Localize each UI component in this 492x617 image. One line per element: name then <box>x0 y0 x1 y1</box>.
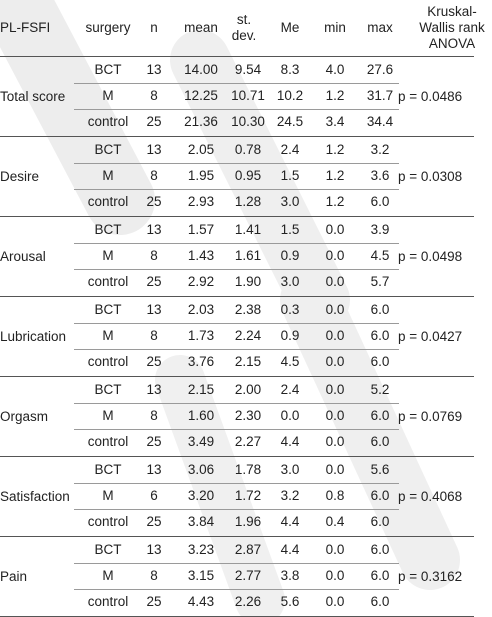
table-row <box>0 269 474 295</box>
cell-me: 3.2 <box>280 488 300 503</box>
cell-st-dev: 2.26 <box>234 594 262 609</box>
group-p-value: p = 0.0769 <box>398 408 463 424</box>
table-row <box>0 457 474 483</box>
cell-n: 13 <box>146 62 162 77</box>
cell-me: 8.3 <box>280 62 300 77</box>
cell-st-dev: 1.72 <box>234 488 262 503</box>
cell-max: 3.2 <box>370 142 390 157</box>
table-row <box>0 537 474 563</box>
cell-n: 13 <box>146 302 162 317</box>
cell-me: 1.5 <box>280 222 300 237</box>
cell-max: 6.0 <box>370 488 390 503</box>
cell-surgery: M <box>102 488 114 503</box>
table-row <box>0 243 474 269</box>
cell-st-dev: 1.78 <box>234 462 262 477</box>
cell-me: 4.4 <box>280 434 300 449</box>
cell-st-dev: 1.90 <box>234 274 262 289</box>
cell-me: 0.9 <box>280 328 300 343</box>
cell-mean: 1.57 <box>187 222 215 237</box>
cell-max: 5.7 <box>370 274 390 289</box>
cell-me: 3.0 <box>280 194 300 209</box>
cell-n: 25 <box>146 114 162 129</box>
cell-mean: 2.05 <box>187 142 215 157</box>
cell-st-dev: 1.96 <box>234 514 262 529</box>
cell-n: 8 <box>150 248 158 263</box>
cell-min: 0.0 <box>325 462 345 477</box>
cell-me: 2.4 <box>280 142 300 157</box>
cell-me: 0.3 <box>280 302 300 317</box>
table-group <box>0 217 474 297</box>
group-p-value: p = 0.0308 <box>398 168 463 184</box>
table-group <box>0 377 474 457</box>
cell-me: 3.0 <box>280 462 300 477</box>
table-row <box>0 137 474 163</box>
cell-max: 3.6 <box>370 168 390 183</box>
cell-me: 3.8 <box>280 568 300 583</box>
cell-me: 1.5 <box>280 168 300 183</box>
cell-st-dev: 0.78 <box>234 142 262 157</box>
group-label: Lubrication <box>0 328 67 344</box>
cell-max: 6.0 <box>370 434 390 449</box>
cell-surgery: BCT <box>94 62 122 77</box>
cell-max: 6.0 <box>370 354 390 369</box>
cell-n: 13 <box>146 142 162 157</box>
cell-st-dev: 1.28 <box>234 194 262 209</box>
cell-surgery: M <box>102 168 114 183</box>
cell-mean: 1.43 <box>187 248 215 263</box>
table-row <box>0 429 474 455</box>
cell-mean: 2.15 <box>187 382 215 397</box>
cell-n: 25 <box>146 594 162 609</box>
table-row <box>0 589 474 615</box>
cell-n: 8 <box>150 168 158 183</box>
cell-max: 3.9 <box>370 222 390 237</box>
cell-max: 6.0 <box>370 302 390 317</box>
table-row <box>0 377 474 403</box>
group-label: Desire <box>0 168 40 184</box>
cell-surgery: control <box>87 274 129 289</box>
cell-min: 0.0 <box>325 302 345 317</box>
cell-max: 6.0 <box>370 514 390 529</box>
table-row <box>0 403 474 429</box>
cell-surgery: BCT <box>94 462 122 477</box>
cell-st-dev: 1.61 <box>234 248 262 263</box>
cell-n: 13 <box>146 222 162 237</box>
cell-surgery: M <box>102 88 114 103</box>
header-me: Me <box>280 20 300 35</box>
cell-st-dev: 10.30 <box>231 114 265 129</box>
cell-max: 31.7 <box>366 88 394 103</box>
cell-mean: 2.03 <box>187 302 215 317</box>
cell-surgery: control <box>87 434 129 449</box>
header-pl-fsfi: PL-FSFI <box>0 20 51 35</box>
cell-max: 6.0 <box>370 542 390 557</box>
cell-min: 0.0 <box>325 354 345 369</box>
group-label: Arousal <box>0 248 46 264</box>
cell-st-dev: 2.77 <box>234 568 262 583</box>
header-min: min <box>324 20 346 35</box>
cell-st-dev: 2.30 <box>234 408 262 423</box>
cell-max: 4.5 <box>370 248 390 263</box>
cell-max: 6.0 <box>370 194 390 209</box>
cell-me: 5.6 <box>280 594 300 609</box>
cell-st-dev: 0.95 <box>234 168 262 183</box>
cell-surgery: BCT <box>94 222 122 237</box>
cell-n: 25 <box>146 194 162 209</box>
cell-mean: 4.43 <box>187 594 215 609</box>
cell-n: 8 <box>150 88 158 103</box>
table-row <box>0 483 474 509</box>
cell-surgery: M <box>102 408 114 423</box>
cell-n: 13 <box>146 542 162 557</box>
cell-mean: 3.23 <box>187 542 215 557</box>
cell-surgery: control <box>87 194 129 209</box>
cell-mean: 21.36 <box>184 114 218 129</box>
header-mean: mean <box>184 20 218 35</box>
cell-me: 10.2 <box>276 88 304 103</box>
cell-max: 6.0 <box>370 594 390 609</box>
header-kruskal-wallis: Kruskal-Wallis rank ANOVA <box>419 4 485 51</box>
group-p-value: p = 0.3162 <box>398 568 463 584</box>
cell-me: 4.4 <box>280 514 300 529</box>
cell-mean: 3.76 <box>187 354 215 369</box>
cell-mean: 12.25 <box>184 88 218 103</box>
cell-surgery: BCT <box>94 382 122 397</box>
table-group <box>0 137 474 217</box>
cell-st-dev: 2.15 <box>234 354 262 369</box>
cell-n: 13 <box>146 382 162 397</box>
cell-max: 5.2 <box>370 382 390 397</box>
cell-me: 3.0 <box>280 274 300 289</box>
cell-mean: 14.00 <box>184 62 218 77</box>
cell-mean: 3.49 <box>187 434 215 449</box>
header-st-dev: st. dev. <box>231 12 257 43</box>
cell-max: 34.4 <box>366 114 394 129</box>
table-row <box>0 109 474 135</box>
table-row <box>0 83 474 109</box>
table-row <box>0 189 474 215</box>
cell-min: 0.0 <box>325 274 345 289</box>
cell-min: 0.0 <box>325 542 345 557</box>
cell-surgery: M <box>102 248 114 263</box>
cell-surgery: control <box>87 354 129 369</box>
cell-min: 4.0 <box>325 62 345 77</box>
table-header <box>0 0 485 56</box>
cell-min: 0.0 <box>325 408 345 423</box>
table-group <box>0 537 474 617</box>
table-row <box>0 509 474 535</box>
cell-surgery: M <box>102 328 114 343</box>
cell-mean: 1.95 <box>187 168 215 183</box>
cell-surgery: control <box>87 594 129 609</box>
cell-mean: 1.60 <box>187 408 215 423</box>
cell-me: 4.4 <box>280 542 300 557</box>
cell-min: 0.0 <box>325 248 345 263</box>
cell-min: 0.0 <box>325 594 345 609</box>
table-row <box>0 323 474 349</box>
cell-mean: 3.84 <box>187 514 215 529</box>
group-label: Total score <box>0 88 66 104</box>
table-row <box>0 297 474 323</box>
cell-max: 6.0 <box>370 408 390 423</box>
cell-surgery: BCT <box>94 302 122 317</box>
cell-min: 0.8 <box>325 488 345 503</box>
cell-n: 13 <box>146 462 162 477</box>
cell-max: 6.0 <box>370 568 390 583</box>
cell-me: 0.0 <box>280 408 300 423</box>
group-p-value: p = 0.0486 <box>398 88 463 104</box>
cell-surgery: BCT <box>94 542 122 557</box>
cell-mean: 1.73 <box>187 328 215 343</box>
group-p-value: p = 0.0498 <box>398 248 463 264</box>
cell-min: 1.2 <box>325 194 345 209</box>
table-row <box>0 349 474 375</box>
cell-n: 25 <box>146 434 162 449</box>
cell-me: 2.4 <box>280 382 300 397</box>
table-group <box>0 457 474 537</box>
header-n: n <box>150 20 158 35</box>
cell-st-dev: 2.00 <box>234 382 262 397</box>
cell-min: 0.0 <box>325 568 345 583</box>
cell-st-dev: 2.38 <box>234 302 262 317</box>
cell-n: 8 <box>150 408 158 423</box>
cell-min: 0.0 <box>325 222 345 237</box>
cell-mean: 2.93 <box>187 194 215 209</box>
cell-st-dev: 1.41 <box>234 222 262 237</box>
cell-st-dev: 9.54 <box>234 62 262 77</box>
cell-mean: 3.15 <box>187 568 215 583</box>
cell-st-dev: 2.24 <box>234 328 262 343</box>
cell-max: 6.0 <box>370 328 390 343</box>
group-p-value: p = 0.0427 <box>398 328 463 344</box>
cell-n: 25 <box>146 354 162 369</box>
cell-surgery: BCT <box>94 142 122 157</box>
cell-min: 0.0 <box>325 328 345 343</box>
cell-st-dev: 10.71 <box>231 88 265 103</box>
cell-min: 1.2 <box>325 88 345 103</box>
cell-min: 3.4 <box>325 114 345 129</box>
cell-n: 8 <box>150 328 158 343</box>
cell-n: 6 <box>150 488 158 503</box>
table-row <box>0 57 474 83</box>
cell-me: 24.5 <box>276 114 304 129</box>
cell-min: 0.0 <box>325 434 345 449</box>
table-group <box>0 297 474 377</box>
cell-mean: 3.20 <box>187 488 215 503</box>
cell-me: 4.5 <box>280 354 300 369</box>
cell-surgery: control <box>87 114 129 129</box>
cell-min: 1.2 <box>325 168 345 183</box>
table-group <box>0 57 474 137</box>
cell-n: 25 <box>146 274 162 289</box>
cell-surgery: control <box>87 514 129 529</box>
cell-mean: 2.92 <box>187 274 215 289</box>
group-label: Satisfaction <box>0 488 70 504</box>
cell-min: 0.4 <box>325 514 345 529</box>
cell-surgery: M <box>102 568 114 583</box>
group-label: Orgasm <box>0 408 49 424</box>
cell-mean: 3.06 <box>187 462 215 477</box>
cell-max: 5.6 <box>370 462 390 477</box>
cell-min: 0.0 <box>325 382 345 397</box>
header-max: max <box>367 20 393 35</box>
cell-n: 25 <box>146 514 162 529</box>
cell-st-dev: 2.87 <box>234 542 262 557</box>
cell-me: 0.9 <box>280 248 300 263</box>
table-row <box>0 563 474 589</box>
cell-min: 1.2 <box>325 142 345 157</box>
header-surgery: surgery <box>85 20 131 35</box>
cell-n: 8 <box>150 568 158 583</box>
cell-max: 27.6 <box>366 62 394 77</box>
cell-st-dev: 2.27 <box>234 434 262 449</box>
group-p-value: p = 0.4068 <box>398 488 463 504</box>
group-label: Pain <box>0 568 28 584</box>
table-row <box>0 217 474 243</box>
table-row <box>0 163 474 189</box>
